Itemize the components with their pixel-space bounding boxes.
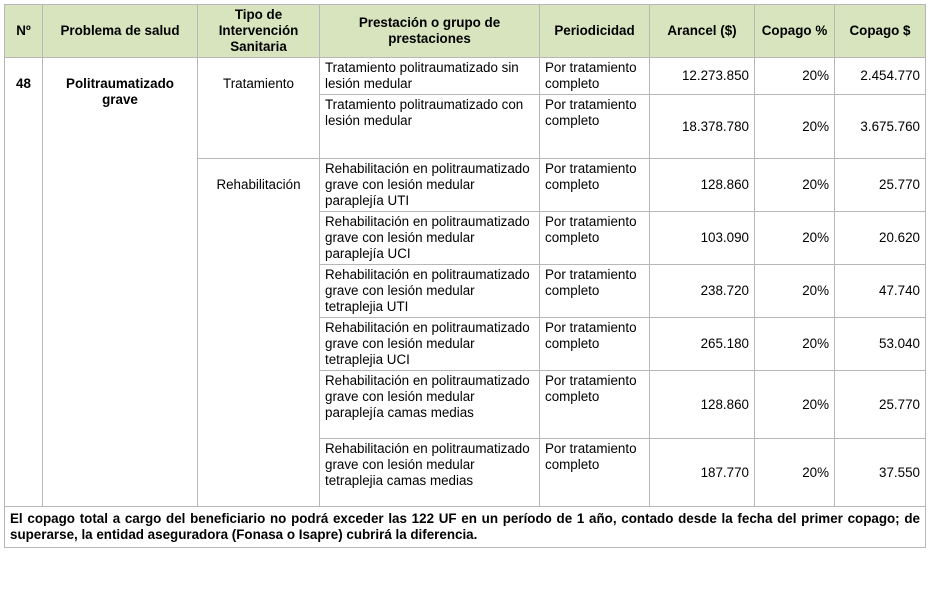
arancel-cell: 103.090: [650, 212, 755, 265]
prestacion-cell: Tratamiento politraumatizado con lesión medular: [320, 95, 540, 159]
prestacion-cell: Rehabilitación en politraumatizado grave con lesión medular tetraplejia camas medias: [320, 439, 540, 507]
arancel-cell: 128.860: [650, 159, 755, 212]
prestacion-cell: Rehabilitación en politraumatizado grave con lesión medular tetraplejia UTI: [320, 265, 540, 318]
footer-row: [5, 507, 926, 548]
header-periodicidad: Periodicidad: [540, 5, 650, 58]
header-copago-amt: Copago $: [835, 5, 926, 58]
tipo-rehabilitacion: Rehabilitación: [198, 159, 320, 507]
problem-name: Politraumatizado grave: [43, 58, 198, 507]
copago-pct-cell: 20%: [755, 212, 835, 265]
copago-pct-cell: 20%: [755, 318, 835, 371]
copago-amt-cell: 20.620: [835, 212, 926, 265]
prestacion-cell: Tratamiento politraumatizado sin lesión medular: [320, 58, 540, 95]
periodicidad-cell: Por tratamiento completo: [540, 58, 650, 95]
copago-amt-cell: 37.550: [835, 439, 926, 507]
header-no: Nº: [5, 5, 43, 58]
copago-table: [4, 4, 926, 548]
copago-pct-cell: 20%: [755, 439, 835, 507]
copago-pct-cell: 20%: [755, 265, 835, 318]
periodicidad-cell: Por tratamiento completo: [540, 318, 650, 371]
footer-note: El copago total a cargo del beneficiario no podrá exceder las 122 UF en un período de 1 año, contado desde la fecha del primer copago; de superarse, la entidad aseguradora (Fonasa o Isapre) cubrirá la diferencia.: [5, 507, 926, 548]
copago-amt-cell: 47.740: [835, 265, 926, 318]
periodicidad-cell: Por tratamiento completo: [540, 265, 650, 318]
copago-pct-cell: 20%: [755, 159, 835, 212]
header-prestacion: Prestación o grupo de prestaciones: [320, 5, 540, 58]
copago-amt-cell: 3.675.760: [835, 95, 926, 159]
arancel-cell: 238.720: [650, 265, 755, 318]
header-row: [5, 5, 926, 58]
periodicidad-cell: Por tratamiento completo: [540, 371, 650, 439]
periodicidad-cell: Por tratamiento completo: [540, 439, 650, 507]
arancel-cell: 12.273.850: [650, 58, 755, 95]
arancel-cell: 128.860: [650, 371, 755, 439]
periodicidad-cell: Por tratamiento completo: [540, 95, 650, 159]
arancel-cell: 187.770: [650, 439, 755, 507]
copago-amt-cell: 53.040: [835, 318, 926, 371]
copago-pct-cell: 20%: [755, 58, 835, 95]
periodicidad-cell: Por tratamiento completo: [540, 159, 650, 212]
arancel-cell: 265.180: [650, 318, 755, 371]
copago-amt-cell: 2.454.770: [835, 58, 926, 95]
prestacion-cell: Rehabilitación en politraumatizado grave con lesión medular paraplejía UCI: [320, 212, 540, 265]
prestacion-cell: Rehabilitación en politraumatizado grave con lesión medular tetraplejia UCI: [320, 318, 540, 371]
copago-pct-cell: 20%: [755, 371, 835, 439]
table-row: [5, 58, 926, 95]
copago-pct-cell: 20%: [755, 95, 835, 159]
header-problema: Problema de salud: [43, 5, 198, 58]
periodicidad-cell: Por tratamiento completo: [540, 212, 650, 265]
tipo-tratamiento: Tratamiento: [198, 58, 320, 159]
header-arancel: Arancel ($): [650, 5, 755, 58]
prestacion-cell: Rehabilitación en politraumatizado grave con lesión medular paraplejía camas medias: [320, 371, 540, 439]
prestacion-cell: Rehabilitación en politraumatizado grave con lesión medular paraplejía UTI: [320, 159, 540, 212]
header-copago-pct: Copago %: [755, 5, 835, 58]
arancel-cell: 18.378.780: [650, 95, 755, 159]
copago-amt-cell: 25.770: [835, 159, 926, 212]
copago-amt-cell: 25.770: [835, 371, 926, 439]
problem-number: 48: [5, 58, 43, 507]
header-tipo: Tipo de Intervención Sanitaria: [198, 5, 320, 58]
